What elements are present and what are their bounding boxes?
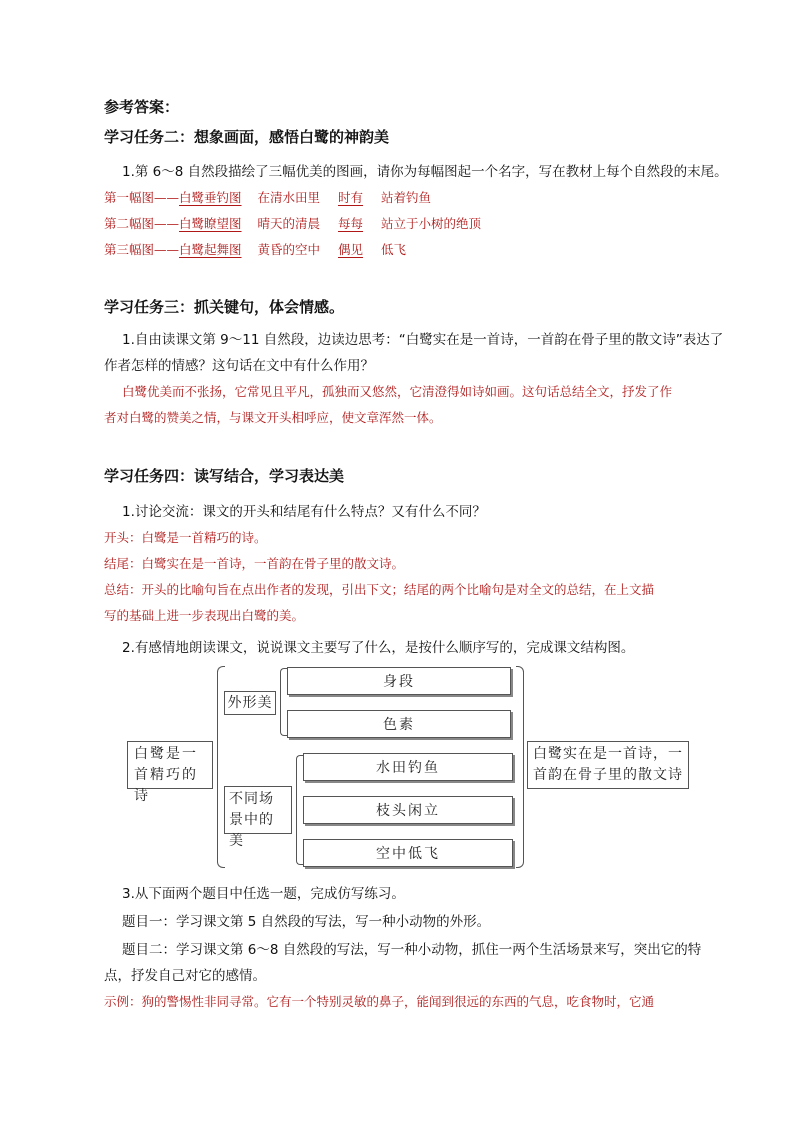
picture-place: 在清水田里: [257, 190, 321, 205]
appearance-bracket: [280, 668, 287, 736]
picture-name: 白鹭垂钓图: [179, 190, 242, 205]
opening-answer: 开头：白鹭是一首精巧的诗。: [104, 530, 267, 545]
picture-action: 站立于小树的绝顶: [381, 216, 482, 231]
task4-question-1: 1.讨论交流：课文的开头和结尾有什么特点？又有什么不同？: [122, 504, 486, 520]
picture-place: 晴天的清晨: [257, 216, 321, 231]
picture-row-3: [104, 240, 406, 258]
picture-label: 第二幅图——: [104, 216, 180, 231]
scenes-box: 不同场景中的美: [224, 786, 292, 834]
answers-heading: 参考答案：: [104, 98, 180, 116]
outer-bracket-right: [516, 666, 524, 868]
picture-place: 黄昏的空中: [257, 242, 321, 257]
task3-question-line2: 作者怎样的情感？这句话在文中有什么作用？: [104, 358, 374, 374]
diagram-opening-box: 白鹭是一首精巧的诗: [127, 741, 213, 789]
picture-freq: 时有: [338, 190, 364, 205]
picture-label: 第三幅图——: [104, 242, 180, 257]
topic-2-line2: 点，抒发自己对它的感情。: [104, 968, 266, 984]
picture-row-2: [104, 214, 481, 232]
picture-label: 第一幅图——: [104, 190, 180, 205]
topic-1: 题目一：学习课文第 5 自然段的写法，写一种小动物的外形。: [122, 914, 491, 930]
topic-2-line1: 题目二：学习课文第 6～8 自然段的写法，写一种小动物，抓住一两个生活场景来写，突出它的特: [122, 942, 702, 958]
task3-title: 学习任务三：抓关键句，体会情感。: [104, 298, 345, 316]
appearance-item-body: 身段: [287, 667, 511, 695]
scenes-bracket: [296, 755, 303, 865]
task3-question-line1: 1.自由读课文第 9～11 自然段，边读边思考：“白鹭实在是一首诗，一首韵在骨子里的散文诗”表达了: [122, 332, 724, 348]
diagram-ending-box: 白鹭实在是一首诗，一首韵在骨子里的散文诗: [527, 741, 689, 789]
scene-item-fishing: 水田钓鱼: [303, 753, 513, 781]
picture-action: 低飞: [381, 242, 407, 257]
picture-freq: 每每: [338, 216, 364, 231]
ending-answer: 结尾：白鹭实在是一首诗，一首韵在骨子里的散文诗。: [104, 556, 405, 571]
picture-row-1: [104, 188, 431, 206]
picture-action: 站着钓鱼: [381, 190, 432, 205]
task4-title: 学习任务四：读写结合，学习表达美: [104, 467, 345, 485]
summary-line2: 写的基础上进一步表现出白鹭的美。: [104, 608, 305, 623]
example-answer: 示例：狗的警惕性非同寻常。它有一个特别灵敏的鼻子，能闻到很远的东西的气息，吃食物时，它通: [104, 994, 655, 1009]
appearance-box: 外形美: [224, 691, 276, 715]
summary-line1: 总结：开头的比喻句旨在点出作者的发现，引出下文；结尾的两个比喻句是对全文的总结，在上文描: [104, 582, 655, 597]
scene-item-perching: 枝头闲立: [303, 796, 513, 824]
picture-name: 白鹭瞭望图: [179, 216, 242, 231]
scene-item-flying: 空中低飞: [303, 839, 513, 867]
task2-question: 1.第 6～8 自然段描绘了三幅优美的图画，请你为每幅图起一个名字，写在教材上每个自然段的末尾。: [122, 164, 728, 180]
task3-answer-line1: 白鹭优美而不张扬，它常见且平凡，孤独而又悠然，它清澄得如诗如画。这句话总结全文，抒发了作: [122, 384, 673, 399]
picture-name: 白鹭起舞图: [179, 242, 242, 257]
task3-answer-line2: 者对白鹭的赞美之情，与课文开头相呼应，使文章浑然一体。: [104, 410, 442, 425]
appearance-item-color: 色素: [287, 710, 511, 738]
picture-freq: 偶见: [338, 242, 364, 257]
task4-question-2: 2.有感情地朗读课文，说说课文主要写了什么，是按什么顺序写的，完成课文结构图。: [122, 640, 635, 656]
task4-question-3: 3.从下面两个题目中任选一题，完成仿写练习。: [122, 886, 405, 902]
task2-title: 学习任务二：想象画面，感悟白鹭的神韵美: [104, 128, 390, 146]
